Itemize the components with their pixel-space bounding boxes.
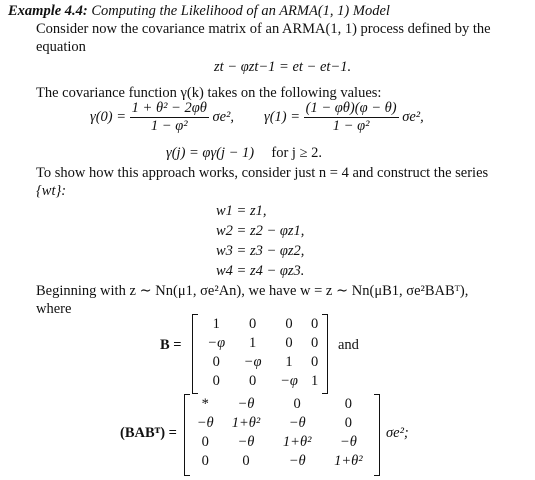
gamma0-tail: σe²,	[212, 108, 235, 125]
matrix-b-cell: 0	[285, 335, 293, 351]
matrix-b-row	[198, 353, 322, 372]
example-heading	[8, 2, 390, 20]
matrix-bab-cell: −θ	[288, 415, 306, 431]
matrix-b-cell: 1	[285, 354, 293, 370]
w-series-4: w4 = z4 − φz3.	[216, 263, 305, 279]
matrix-b-cell: 1	[248, 335, 257, 351]
matrix-b-cell: 0	[248, 316, 257, 332]
gamma0-numerator: 1 + θ² − 2φθ	[131, 100, 207, 116]
gamma0-equation	[90, 100, 234, 135]
process-equation-text: zt − φzt−1 = et − et−1.	[214, 59, 352, 75]
beginning-line-2: where	[36, 301, 72, 317]
gamma0-fraction	[130, 100, 209, 135]
matrix-bab-right-bracket	[374, 394, 380, 476]
example-title: Computing the Likelihood of an ARMA(1, 1) Model	[91, 3, 390, 19]
matrix-bab-cell: 0	[201, 453, 209, 469]
matrix-bab-row	[190, 433, 374, 452]
matrix-b-row	[198, 372, 322, 391]
matrix-bab-cell: −θ	[237, 434, 255, 450]
gamma1-denominator: 1 − φ²	[332, 118, 370, 134]
matrix-bab-suffix: σe²;	[386, 425, 409, 441]
matrix-bab-row	[190, 395, 374, 414]
matrix-b-right-bracket	[322, 314, 328, 394]
process-equation	[214, 58, 351, 76]
gamma1-equation	[264, 100, 424, 135]
matrix-bab-cell: 0	[293, 396, 301, 412]
matrix-bab-cell: 0	[344, 415, 353, 431]
intro-line-1: Consider now the covariance matrix of an ARMA(1, 1) process defined by the	[36, 21, 491, 37]
matrix-b-cell: 0	[310, 316, 319, 332]
gammaj-expr: γ(j) = φγ(j − 1)	[166, 145, 255, 161]
matrix-bab-cell: 1+θ²	[231, 415, 261, 431]
approach-line-1: To show how this approach works, consider just n = 4 and construct the series	[36, 165, 489, 181]
matrix-b-row	[198, 334, 322, 353]
gamma1-tail: σe²,	[402, 108, 424, 125]
w-series-3: w3 = z3 − φz2,	[216, 243, 305, 259]
gammaj-condition: for j ≥ 2.	[271, 145, 323, 161]
matrix-b-cell: 0	[248, 373, 257, 389]
matrix-bab-cell: 1+θ²	[282, 434, 312, 450]
matrix-b-cell: 0	[310, 335, 319, 351]
matrix-b-cell: −φ	[243, 354, 262, 370]
matrix-bab-cell: 0	[201, 434, 209, 450]
w-series-2: w2 = z2 − φz1,	[216, 223, 305, 239]
matrix-bab-table	[190, 395, 374, 471]
matrix-b-suffix: and	[338, 337, 359, 353]
matrix-b-cell: 0	[212, 373, 220, 389]
matrix-b-cell: −φ	[280, 373, 298, 389]
gamma0-lhs: γ(0) =	[90, 108, 127, 125]
matrix-bab-row	[190, 452, 374, 471]
matrix-b-row	[198, 315, 322, 334]
matrix-b-cell: −φ	[207, 335, 226, 351]
matrix-bab-cell: −θ	[339, 434, 357, 450]
matrix-b-cell: 0	[212, 354, 220, 370]
matrix-b-cell: 1	[310, 373, 319, 389]
matrix-b-label: B =	[160, 337, 182, 353]
matrix-bab-label: (BABᵀ) =	[120, 425, 177, 441]
matrix-bab-cell: 1+θ²	[334, 453, 363, 469]
beginning-line-1: Beginning with z ∼ Nn(μ1, σe²An), we have w = z ∼ Nn(μB1, σe²BABᵀ),	[36, 283, 469, 299]
matrix-b-table	[198, 315, 322, 391]
matrix-b-cell: 0	[285, 316, 293, 332]
gamma0-denominator: 1 − φ²	[150, 118, 188, 134]
matrix-bab-cell: *	[201, 396, 209, 412]
covariance-intro: The covariance function γ(k) takes on the following values:	[36, 85, 382, 101]
matrix-bab-cell: −θ	[237, 396, 255, 412]
gamma1-numerator: (1 − φθ)(φ − θ)	[305, 100, 397, 116]
matrix-bab-cell: −θ	[196, 415, 214, 431]
matrix-b	[192, 314, 328, 394]
matrix-bab-cell: 0	[242, 453, 250, 469]
matrix-bab-row	[190, 414, 374, 433]
intro-line-2: equation	[36, 39, 86, 55]
matrix-b-cell: 0	[310, 354, 319, 370]
matrix-bab	[184, 394, 380, 476]
matrix-bab-cell: −θ	[288, 453, 306, 469]
approach-line-2: {wt}:	[36, 183, 67, 199]
matrix-b-cell: 1	[212, 316, 220, 332]
gamma1-fraction	[304, 100, 399, 135]
matrix-bab-cell: 0	[344, 396, 353, 412]
w-series-1: w1 = z1,	[216, 203, 267, 219]
example-label: Example 4.4:	[8, 3, 88, 19]
gamma1-lhs: γ(1) =	[264, 108, 301, 125]
gammaj-equation	[166, 144, 322, 162]
